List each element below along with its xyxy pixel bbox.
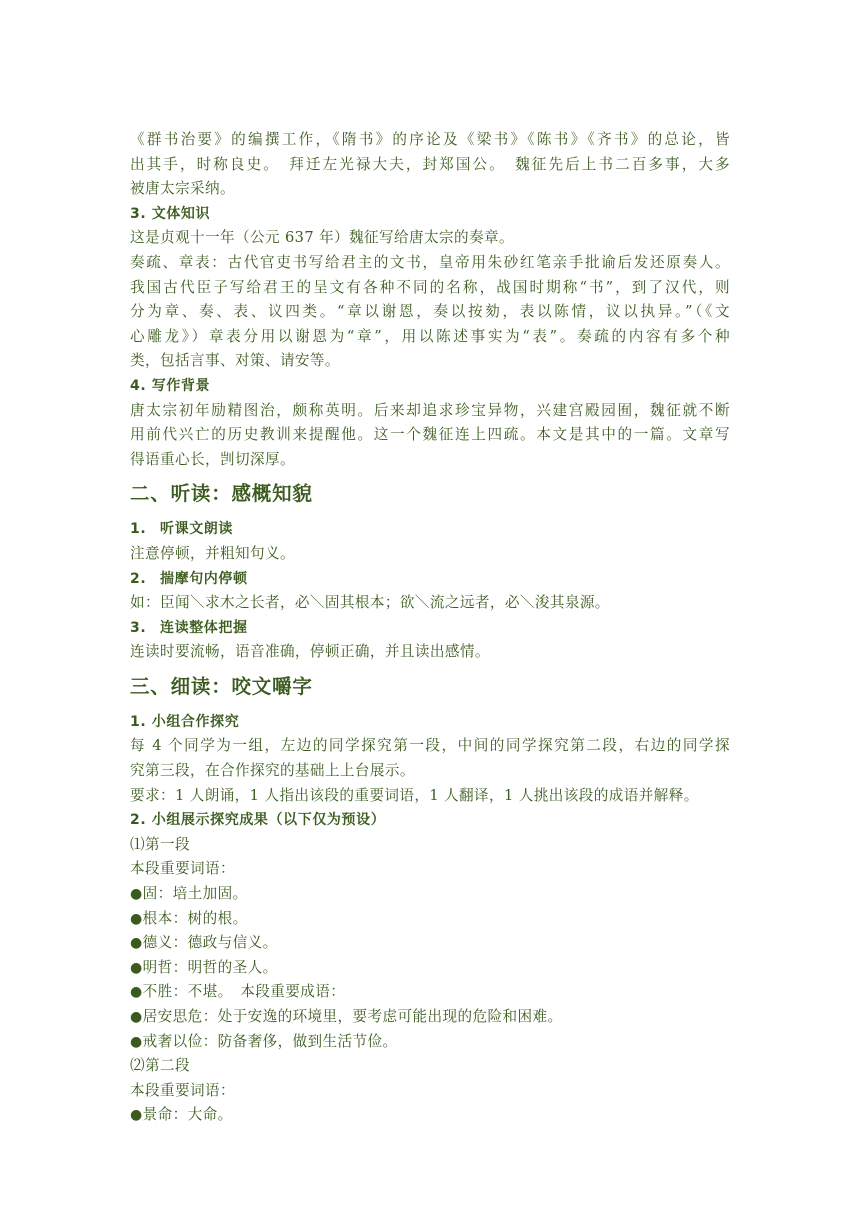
text-line: 每 4 个同学为一组，左边的同学探究第一段，中间的同学探究第二段，右边的同学探	[130, 737, 730, 755]
list-item: ●德义：德政与信义。	[130, 934, 278, 952]
bullet-icon: ●	[130, 935, 143, 952]
section-title-genre: 3. 文体知识	[130, 205, 211, 222]
text-line: 《群书治要》的编撰工作，《隋书》的序论及《梁书》《陈书》《齐书》的总论，皆	[130, 131, 730, 148]
text-line: 奏疏、章表：古代官吏书写给君主的文书，皇帝用朱砂红笔亲手批谕后发还原奏人。	[130, 253, 730, 271]
text-line: 究第三段，在合作探究的基础上上台展示。	[130, 762, 415, 780]
list-item: ●固：培土加固。	[130, 885, 248, 903]
genre-knowledge-section	[130, 202, 730, 374]
bullet-icon: ●	[130, 910, 143, 927]
text-line: 用前代兴亡的历史教训来提醒他。这一个魏征连上四疏。本文是其中的一篇。文章写	[130, 426, 730, 444]
group-results-section	[130, 808, 730, 1128]
list-item: ●根本：树的根。	[130, 909, 248, 927]
bullet-icon: ●	[130, 1009, 143, 1025]
listening-step-title: 1. 听课文朗读	[130, 521, 233, 538]
text-line: 连读时要流畅，语音准确，停顿正确，并且读出感情。	[130, 643, 490, 661]
list-item: ●戒奢以俭：防备奢侈，做到生活节俭。	[130, 1032, 398, 1050]
list-item: ●景命：大命。	[130, 1106, 233, 1124]
text-line: 我国古代臣子写给君王的呈文有各种不同的名称，战国时期称“书”，到了汉代，则	[130, 278, 730, 296]
text-line: 类，包括言事、对策、请安等。	[130, 352, 340, 370]
paragraph-label: ⑴第一段	[130, 835, 190, 853]
heading-listening: 二、听读：感概知貌	[130, 482, 313, 506]
bullet-icon: ●	[130, 1107, 143, 1124]
list-item: ●不胜：不堪。 本段重要成语：	[130, 983, 346, 1001]
text-line: 唐太宗初年励精图治，颇称英明。后来却追求珍宝异物，兴建宫殿园囿，魏征就不断	[130, 401, 730, 419]
text-line: 注意停顿，并粗知句义。	[130, 544, 295, 562]
text-line: 出其手，时称良史。 拜迁左光禄大夫，封郑国公。 魏征先后上书二百多事，大多	[130, 155, 730, 173]
text-line: 分为章、奏、表、议四类。“章以谢恩，奏以按劾，表以陈情，议以执异。”（《文	[130, 303, 730, 321]
text-line: 得语重心长，剀切深厚。	[130, 450, 295, 468]
bullet-icon: ●	[130, 984, 143, 1001]
listening-step-title: 2. 揣摩句内停顿	[130, 570, 248, 587]
listening-step-title: 3. 连读整体把握	[130, 619, 248, 636]
list-item: ●居安思危：处于安逸的环境里，要考虑可能出现的危险和困难。	[130, 1008, 563, 1025]
bullet-icon: ●	[130, 1033, 143, 1050]
section-title-group-results: 2. 小组展示探究成果（以下仅为预设）	[130, 812, 386, 829]
writing-background-section	[130, 374, 730, 472]
text-line: 被唐太宗采纳。	[130, 180, 235, 198]
paragraph-label: ⑵第二段	[130, 1057, 190, 1075]
section-title-background: 4. 写作背景	[130, 377, 211, 394]
text-line: 心雕龙》）章表分用以谢恩为“章”，用以陈述事实为“表”。奏疏的内容有多个种	[130, 327, 730, 345]
bullet-icon: ●	[130, 959, 143, 976]
listening-section	[130, 517, 730, 665]
bullet-icon: ●	[130, 886, 143, 903]
text-line: 如：臣闻＼求木之长者，必＼固其根本；欲＼流之远者，必＼浚其泉源。	[130, 594, 610, 612]
intro-paragraph	[130, 128, 730, 202]
group-inquiry-section	[130, 710, 730, 808]
text-line: 这是贞观十一年（公元 637 年）魏征写给唐太宗的奏章。	[130, 229, 514, 247]
text-line: 要求：1 人朗诵，1 人指出该段的重要词语，1 人翻译，1 人挑出该段的成语并解释。	[130, 786, 699, 804]
list-item: ●明哲：明哲的圣人。	[130, 958, 278, 976]
heading-close-reading: 三、细读：咬文嚼字	[130, 674, 313, 698]
words-label: 本段重要词语：	[130, 860, 235, 878]
words-label: 本段重要词语：	[130, 1081, 235, 1099]
section-title-group-inquiry: 1. 小组合作探究	[130, 713, 240, 730]
